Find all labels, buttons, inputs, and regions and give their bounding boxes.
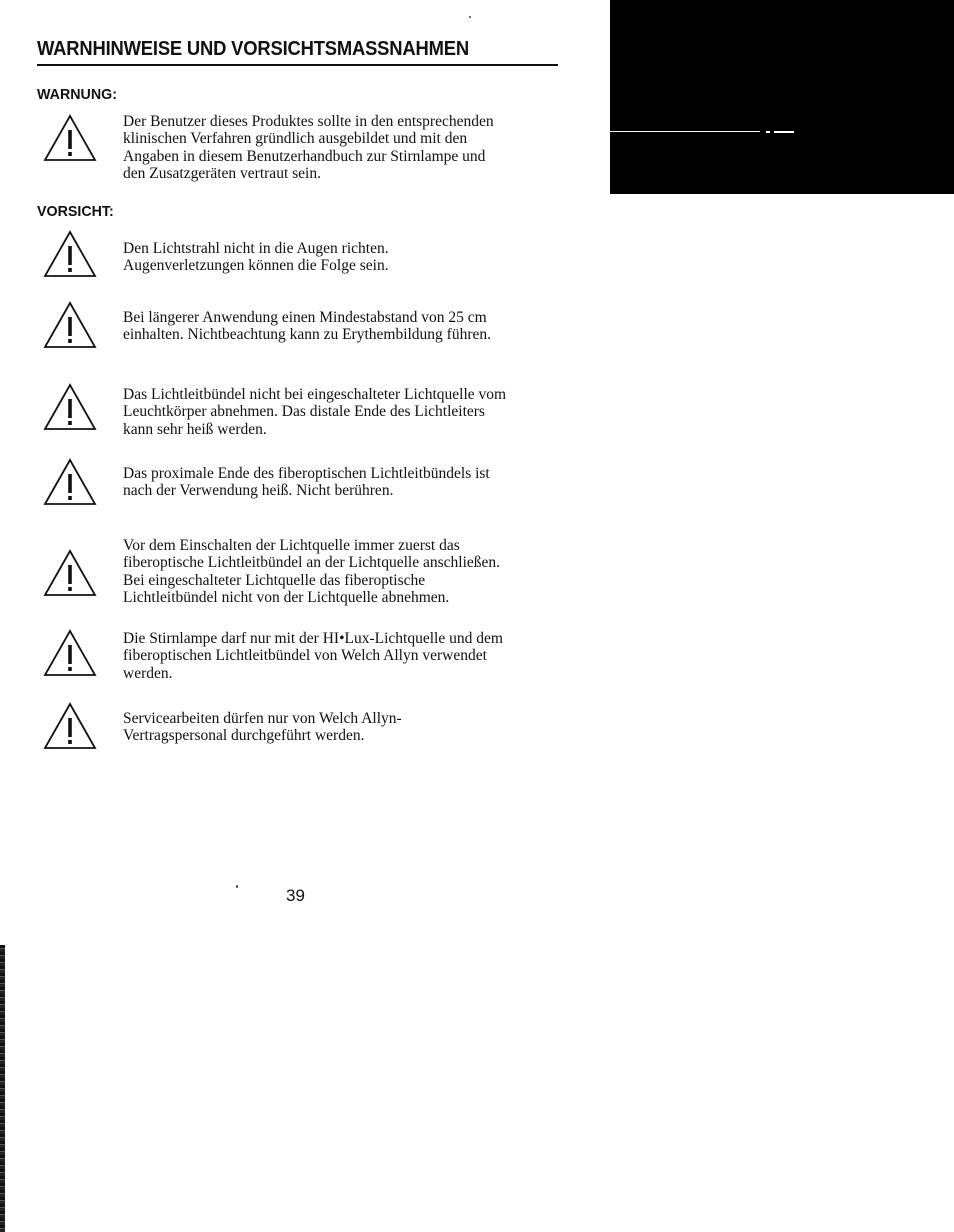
- page-title: WARNHINWEISE UND VORSICHTSMASSNAHMEN: [37, 38, 469, 60]
- caution-label: VORSICHT:: [37, 203, 114, 220]
- tab-dash: [774, 131, 794, 133]
- warning-triangle-icon: [43, 702, 97, 750]
- warning-triangle-icon: [43, 383, 97, 431]
- title-rule: [37, 64, 558, 66]
- caution-text: Vor dem Einschalten der Lichtquelle immer zuerst das fiberoptische Lichtleitbündel an der Lichtquelle anschließen. Bei eingeschalteter Lichtquelle das fiberoptische Lichtleitbündel nicht von der Lichtquelle abnehmen.: [123, 537, 501, 607]
- scan-speck: [236, 885, 238, 888]
- warning-triangle-icon: [43, 114, 97, 162]
- caution-text: Das Lichtleitbündel nicht bei eingeschalteter Lichtquelle vom Leuchtkörper abnehmen. Das distale Ende des Lichtleiters kann sehr heiß werden.: [123, 386, 507, 438]
- caution-text: Die Stirnlampe darf nur mit der HI•Lux-Lichtquelle und dem fiberoptischen Lichtleitbündel von Welch Allyn verwendet werden.: [123, 630, 503, 682]
- warning-triangle-icon: [43, 458, 97, 506]
- page-number: 39: [286, 886, 305, 905]
- caution-text: Das proximale Ende des fiberoptischen Lichtleitbündels ist nach der Verwendung heiß. Nicht berühren.: [123, 465, 490, 500]
- caution-text: Bei längerer Anwendung einen Mindestabstand von 25 cm einhalten. Nichtbeachtung kann zu Erythembildung führen.: [123, 309, 492, 344]
- tab-rule: [610, 131, 760, 132]
- warning-triangle-icon: [43, 301, 97, 349]
- warning-triangle-icon: [43, 549, 97, 597]
- black-tab-block: [610, 0, 954, 194]
- scan-speck: [469, 16, 471, 18]
- warning-triangle-icon: [43, 629, 97, 677]
- warning-triangle-icon: [43, 230, 97, 278]
- warning-label: WARNUNG:: [37, 86, 117, 103]
- caution-text: Servicearbeiten dürfen nur von Welch Allyn- Vertragspersonal durchgeführt werden.: [123, 710, 402, 745]
- warning-text: Der Benutzer dieses Produktes sollte in den entsprechenden klinischen Verfahren gründlich ausgebildet und mit den Angaben in diesem Benutzerhandbuch zur Stirnlampe und den Zusatzgeräten vertraut sein.: [123, 113, 494, 183]
- scan-edge: [0, 945, 5, 1232]
- tab-dash: [766, 131, 770, 133]
- caution-text: Den Lichtstrahl nicht in die Augen richten. Augenverletzungen können die Folge sein.: [123, 240, 389, 275]
